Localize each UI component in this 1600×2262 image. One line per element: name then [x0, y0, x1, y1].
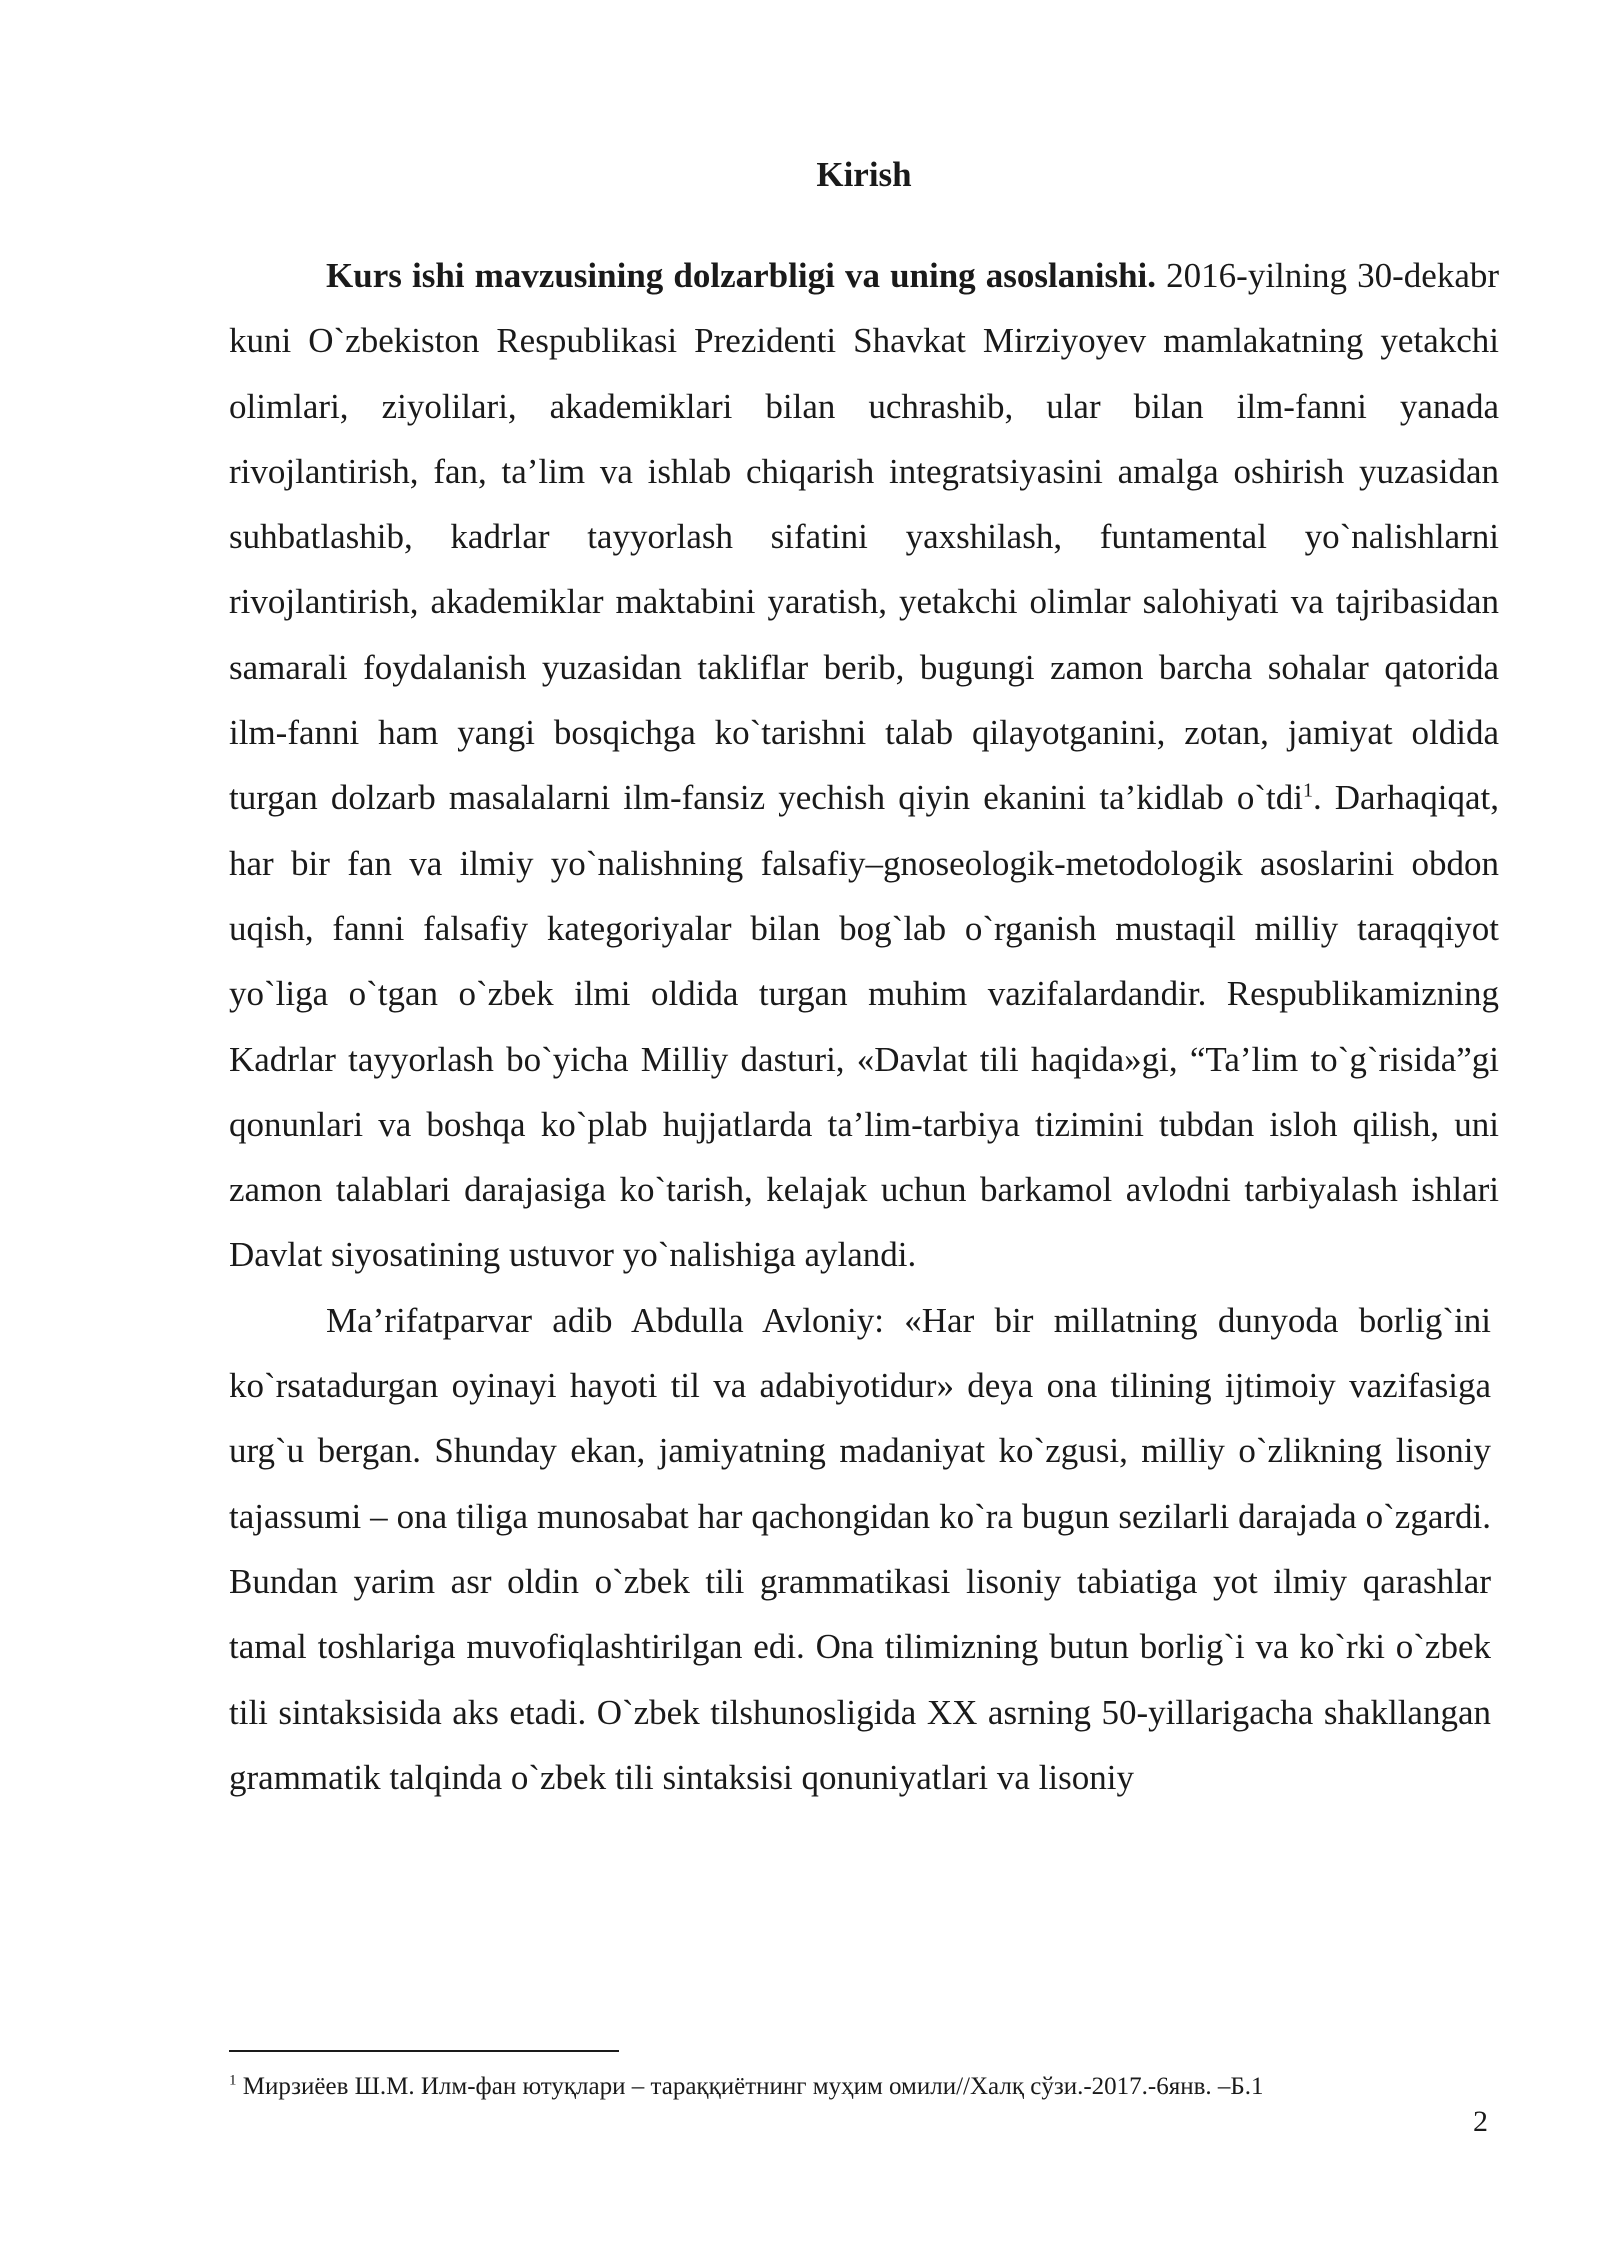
page-title: Kirish: [816, 155, 912, 194]
footnote-separator: [229, 2050, 619, 2052]
paragraph-1: [229, 243, 1499, 1288]
footnote-reference[interactable]: 1: [1302, 779, 1313, 802]
footnote: [229, 2070, 1509, 2104]
page-number: 2: [1473, 2105, 1488, 2138]
paragraph-lead: Kurs ishi mavzusining dolzarbligi va uning asoslanishi.: [326, 256, 1157, 295]
paragraph-1-text-continued: . Darhaqiqat, har bir fan va ilmiy yo`nalishning falsafiy–gnoseologik-metodologik asoslarini obdon uqish, fanni falsafiy kategoriyalar bilan bog`lab o`rganish mustaqil milliy taraqqiyot yo`liga o`tgan o`zbek ilmi oldida turgan muhim vazifalardandir. Respublikamizning Kadrlar tayyorlash bo`yicha Milliy dasturi, «Davlat tili haqida»gi, “Ta’lim to`g`risida”gi qonunlari va boshqa ko`plab hujjatlarda ta’lim-tarbiya tizimini tubdan isloh qilish, uni zamon talablari darajasiga ko`tarish, kelajak uchun barkamol avlodni tarbiyalash ishlari Davlat siyosatining ustuvor yo`nalishiga aylandi.: [229, 778, 1499, 1275]
footnote-number: 1: [229, 2072, 237, 2089]
paragraph-1-text: 2016-yilning 30-dekabr kuni O`zbekiston Respublikasi Prezidenti Shavkat Mirziyoyev mamlakatning yetakchi olimlari, ziyolilari, akademiklari bilan uchrashib, ular bilan ilm-fanni yanada rivojlantirish, fan, ta’lim va ishlab chiqarish integratsiyasini amalga oshirish yuzasidan suhbatlashib, kadrlar tayyorlash sifatini yaxshilash, funtamental yo`nalishlarni rivojlantirish, akademiklar maktabini yaratish, yetakchi olimlar salohiyati va tajribasidan samarali foydalanish yuzasidan takliflar berib, bugungi zamon barcha sohalar qatorida ilm-fanni ham yangi bosqichga ko`tarishni talab qilayotganini, zotan, jamiyat oldida turgan dolzarb masalalarni ilm-fansiz yechish qiyin ekanini ta’kidlab o`tdi: [229, 256, 1500, 818]
footnote-text: Мирзиёев Ш.М. Илм-фан ютуқлари – тараққиётнинг муҳим омили//Халқ сўзи.-2017.-6янв. –Б.1: [242, 2073, 1264, 2100]
document-body: [229, 243, 1499, 1810]
paragraph-2: Ma’rifatparvar adib Abdulla Avloniy: «Har bir millatning dunyoda borlig`ini ko`rsatadurgan oyinayi hayoti til va adabiyotidur» deya ona tilining ijtimoiy vazifasiga urg`u bergan. Shunday ekan, jamiyatning madaniyat ko`zgusi, milliy o`zlikning lisoniy tajassumi – ona tiliga munosabat har qachongidan ko`ra bugun sezilarli darajada o`zgardi. Bundan yarim asr oldin o`zbek tili grammatikasi lisoniy tabiatiga yot ilmiy qarashlar tamal toshlariga muvofiqlashtirilgan edi. Ona tilimizning butun borlig`i va ko`rki o`zbek tili sintaksisida aks etadi. O`zbek tilshunosligida XX asrning 50-yillarigacha shakllangan grammatik talqinda o`zbek tili sintaksisi qonuniyatlari va lisoniy: [229, 1300, 1491, 1797]
